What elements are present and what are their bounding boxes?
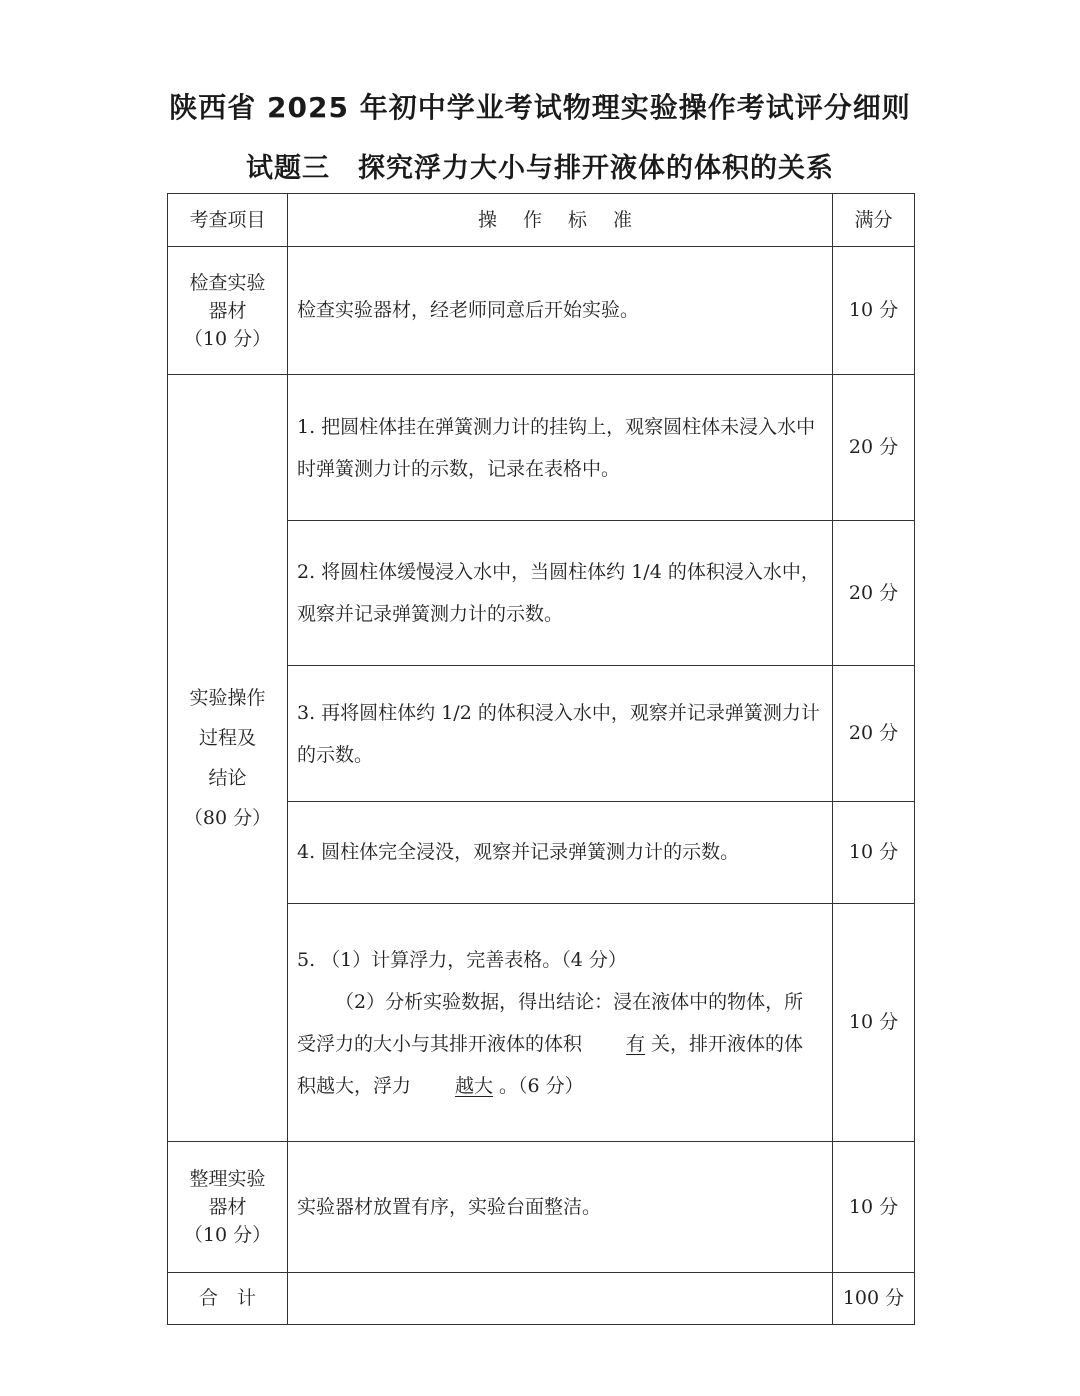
- step5-part2-b: 关，排开液体的体积越大，浮力: [297, 1032, 804, 1097]
- standard-tidy: [288, 1142, 833, 1273]
- total-label: 合 计: [168, 1273, 288, 1325]
- standard-step5: [288, 904, 833, 1142]
- header-full-score: 满分: [833, 194, 915, 247]
- score-step4: 10 分: [833, 802, 915, 904]
- standard-step3-text: 3. 再将圆柱体约 1/2 的体积浸入水中，观察并记录弹簧测力计的示数。: [297, 701, 820, 766]
- document-subtitle: 试题三 探究浮力大小与排开液体的体积的关系: [246, 153, 834, 184]
- standard-step4-text: 4. 圆柱体完全浸没，观察并记录弹簧测力计的示数。: [297, 841, 740, 863]
- header-standard: 操 作 标 准: [288, 194, 833, 247]
- standard-step3: [288, 666, 833, 802]
- standard-step5-text: [288, 939, 832, 1107]
- standard-step2-text: 2. 将圆柱体缓慢浸入水中，当圆柱体约 1/4 的体积浸入水中，观察并记录弹簧测力计的示数。: [297, 561, 820, 625]
- table-row-check: [168, 247, 915, 375]
- total-standard: [288, 1273, 833, 1325]
- category-check-line2: 器材: [208, 299, 247, 322]
- standard-tidy-text: 实验器材放置有序，实验台面整洁。: [297, 1195, 602, 1218]
- standard-step1: [288, 375, 833, 521]
- step5-line1: 5. （1）计算浮力，完善表格。（4 分）: [297, 948, 627, 971]
- standard-step2: [288, 521, 833, 666]
- document-title: 陕西省 2025 年初中学业考试物理实验操作考试评分细则: [169, 91, 911, 124]
- category-check-line3: （10 分）: [183, 327, 272, 350]
- category-tidy-line2: 器材: [208, 1196, 247, 1218]
- header-item: 考查项目: [168, 194, 288, 247]
- standard-step1-text: 1. 把圆柱体挂在弹簧测力计的挂钩上，观察圆柱体未浸入水中时弹簧测力计的示数，记录在表格中。: [297, 415, 816, 480]
- table-row-total: [168, 1273, 915, 1325]
- header-row: [168, 194, 915, 247]
- answer-blank-1: 有: [626, 1032, 646, 1055]
- category-tidy: [168, 1142, 288, 1273]
- category-process-line3: 结论: [208, 767, 247, 789]
- score-step5: 10 分: [833, 904, 915, 1142]
- step5-part2-c: 。（6 分）: [499, 1074, 584, 1097]
- category-check-line1: 检查实验: [189, 271, 266, 294]
- table-row-tidy: [168, 1142, 915, 1273]
- standard-step4: [288, 802, 833, 904]
- table-row-step1: [168, 375, 915, 521]
- standard-check-text: 检查实验器材，经老师同意后开始实验。: [297, 299, 640, 321]
- category-process: [168, 375, 288, 1142]
- total-score: 100 分: [833, 1273, 915, 1325]
- standard-check: [288, 247, 833, 375]
- scoring-table: [167, 193, 915, 1325]
- step5-part2-a: （2）分析实验数据，得出结论：浸在液体中的物体，所受浮力的大小与其排开液体的体积: [297, 990, 804, 1055]
- score-step1: 20 分: [833, 375, 915, 521]
- answer-blank-2: 越大: [455, 1074, 494, 1097]
- category-tidy-line1: 整理实验: [189, 1168, 266, 1190]
- score-check: 10 分: [833, 247, 915, 375]
- score-tidy: 10 分: [833, 1142, 915, 1273]
- step5-part2: [297, 981, 822, 1107]
- category-process-line4: （80 分）: [183, 807, 272, 829]
- score-step3: 20 分: [833, 666, 915, 802]
- category-process-line1: 实验操作: [189, 687, 266, 709]
- category-tidy-line3: （10 分）: [183, 1224, 272, 1246]
- category-process-line2: 过程及: [198, 727, 256, 749]
- category-check: [168, 247, 288, 375]
- score-step2: 20 分: [833, 521, 915, 666]
